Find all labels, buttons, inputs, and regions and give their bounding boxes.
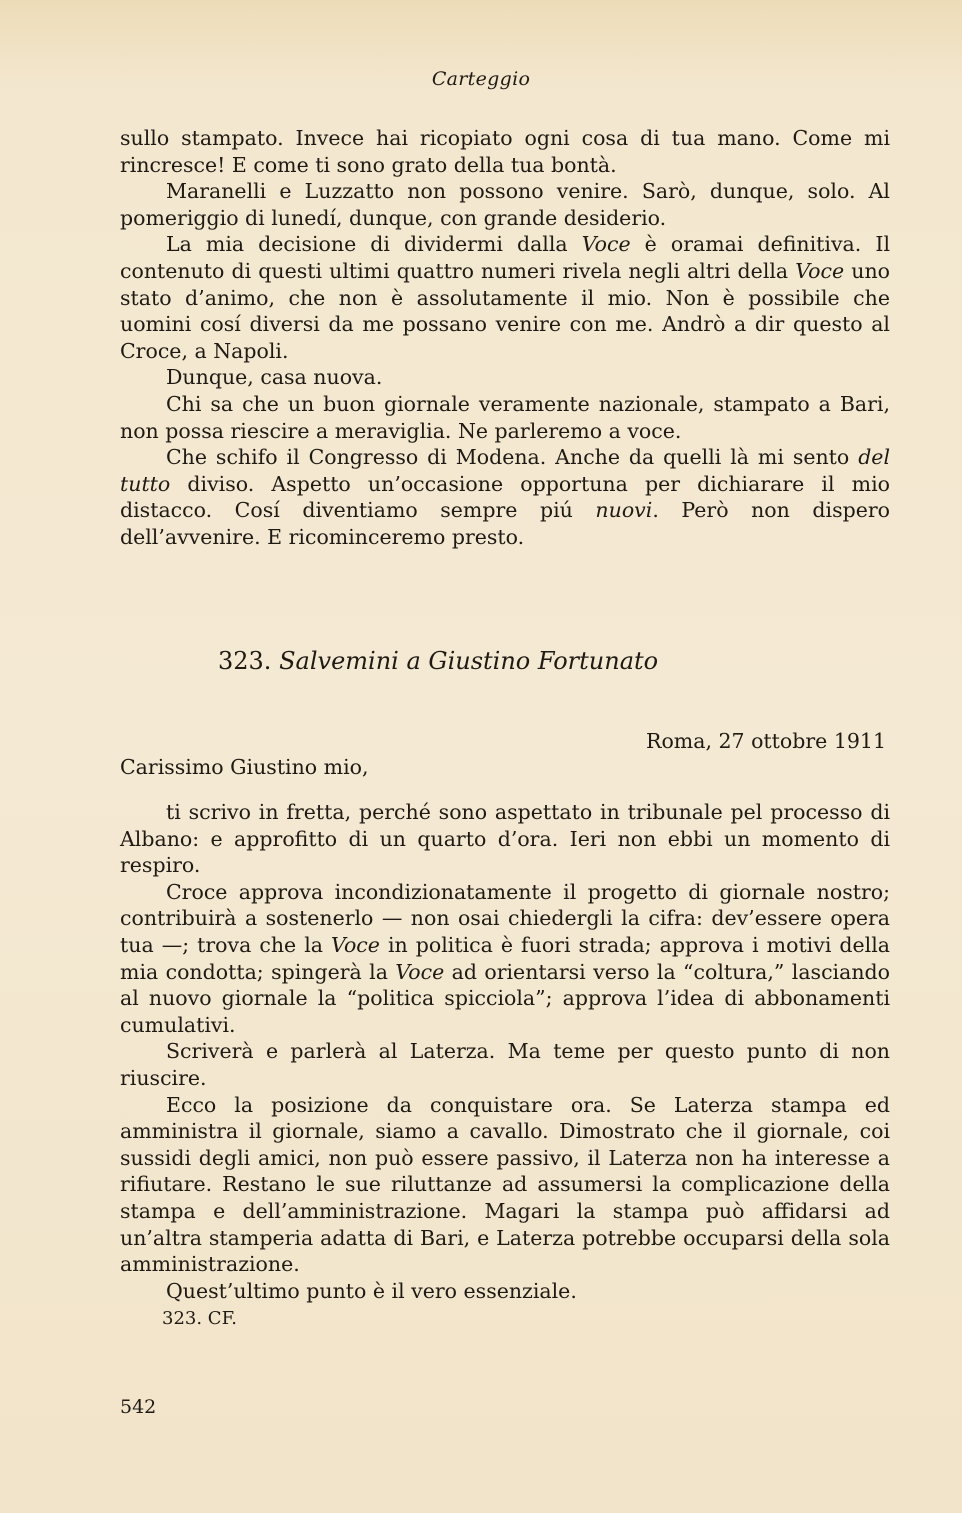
text-run: ti scrivo in fretta, perché sono aspettato in tribunale pel processo di Albano: e approfitto di un quarto d’ora. Ieri non ebbi un momento di respiro. bbox=[120, 800, 890, 878]
paragraph bbox=[120, 391, 890, 444]
running-header: Carteggio bbox=[431, 68, 531, 90]
letter-322-continuation bbox=[120, 125, 890, 551]
italic-run: nuovi bbox=[595, 498, 653, 523]
paragraph bbox=[120, 799, 890, 879]
text-run: Chi sa che un buon giornale veramente nazionale, stampato a Bari, non possa riescire a meraviglia. Ne parleremo a voce. bbox=[120, 391, 890, 443]
text-run: Ecco la posizione da conquistare ora. Se Laterza stampa ed amministra il giornale, siamo a cavallo. Dimostrato che il giornale, coi sussidi degli amici, non può essere passivo, il Laterza non ha interesse a rifiutare. Restano le sue riluttanze ad assumersi la complicazione della stampa e dell’amministrazione. Magari la stampa può affidarsi ad un’altra stamperia adatta di Bari, e Laterza potrebbe occuparsi della sola amministrazione. bbox=[120, 1092, 890, 1277]
paragraph bbox=[120, 444, 890, 550]
footnote: 323. CF. bbox=[162, 1308, 237, 1329]
paragraph bbox=[120, 364, 890, 391]
section-heading bbox=[218, 647, 658, 675]
text-run: sullo stampato. Invece hai ricopiato ogni cosa di tua mano. Come mi rincresce! E come ti sono grato della tua bontà. bbox=[120, 126, 890, 177]
paragraph bbox=[120, 125, 890, 178]
text-run: Quest’ultimo punto è il vero essenziale. bbox=[166, 1278, 577, 1303]
text-run: Maranelli e Luzzatto non possono venire. Sarò, dunque, solo. Al pomeriggio di lunedí, dunque, con grande desiderio. bbox=[120, 179, 890, 230]
text-run: Che schifo il Congresso di Modena. Anche da quelli là mi sento bbox=[166, 445, 859, 470]
paragraph bbox=[120, 1278, 890, 1305]
text-run: . Però non dispero dell’avvenire. E ricominceremo presto. bbox=[120, 498, 890, 549]
text-run: Scriverà e parlerà al Laterza. Ma teme per questo punto di non riuscire. bbox=[120, 1039, 890, 1090]
paragraph bbox=[120, 879, 890, 1039]
italic-run: Voce bbox=[581, 232, 631, 257]
letter-dateline: Roma, 27 ottobre 1911 bbox=[646, 729, 886, 753]
italic-run: Voce bbox=[395, 959, 445, 984]
paragraph bbox=[120, 1092, 890, 1278]
text-run: Croce approva incondizionatamente il progetto di giornale nostro; contribuirà a sostenerlo — non osai chiedergli la cifra: dev’essere opera tua —; trova che la bbox=[120, 879, 890, 957]
text-run: in politica è fuori strada; approva i motivi della mia condotta; spingerà la bbox=[120, 932, 890, 984]
letter-salutation: Carissimo Giustino mio, bbox=[120, 755, 369, 779]
section-number: 323. bbox=[218, 647, 272, 675]
paragraph bbox=[120, 178, 890, 231]
text-run: Dunque, casa nuova. bbox=[166, 365, 383, 390]
italic-run: Voce bbox=[331, 932, 380, 957]
text-run: ad orientarsi verso la “coltura,” lasciando al nuovo giornale la “politica spicciola”; approva l’idea di abbonamenti cumulativi. bbox=[120, 959, 890, 1037]
paragraph bbox=[120, 231, 890, 364]
section-title: Salvemini a Giustino Fortunato bbox=[279, 647, 659, 675]
italic-run: Voce bbox=[795, 258, 845, 283]
text-run: è oramai definitiva. Il contenuto di questi ultimi quattro numeri rivela negli altri della bbox=[120, 232, 891, 283]
text-run: uno stato d’animo, che non è assolutamente il mio. Non è possibile che uomini cosí diversi da me possano venire con me. Andrò a dir questo al Croce, a Napoli. bbox=[120, 258, 890, 363]
text-run: La mia decisione di dividermi dalla bbox=[166, 232, 582, 257]
text-run: diviso. Aspetto un’occasione opportuna per dichiarare il mio distacco. Cosí diventiamo sempre piú bbox=[120, 471, 890, 523]
italic-run: del tutto bbox=[120, 445, 890, 496]
letter-323-body bbox=[120, 799, 890, 1304]
page-number: 542 bbox=[120, 1396, 157, 1418]
paragraph bbox=[120, 1038, 890, 1091]
